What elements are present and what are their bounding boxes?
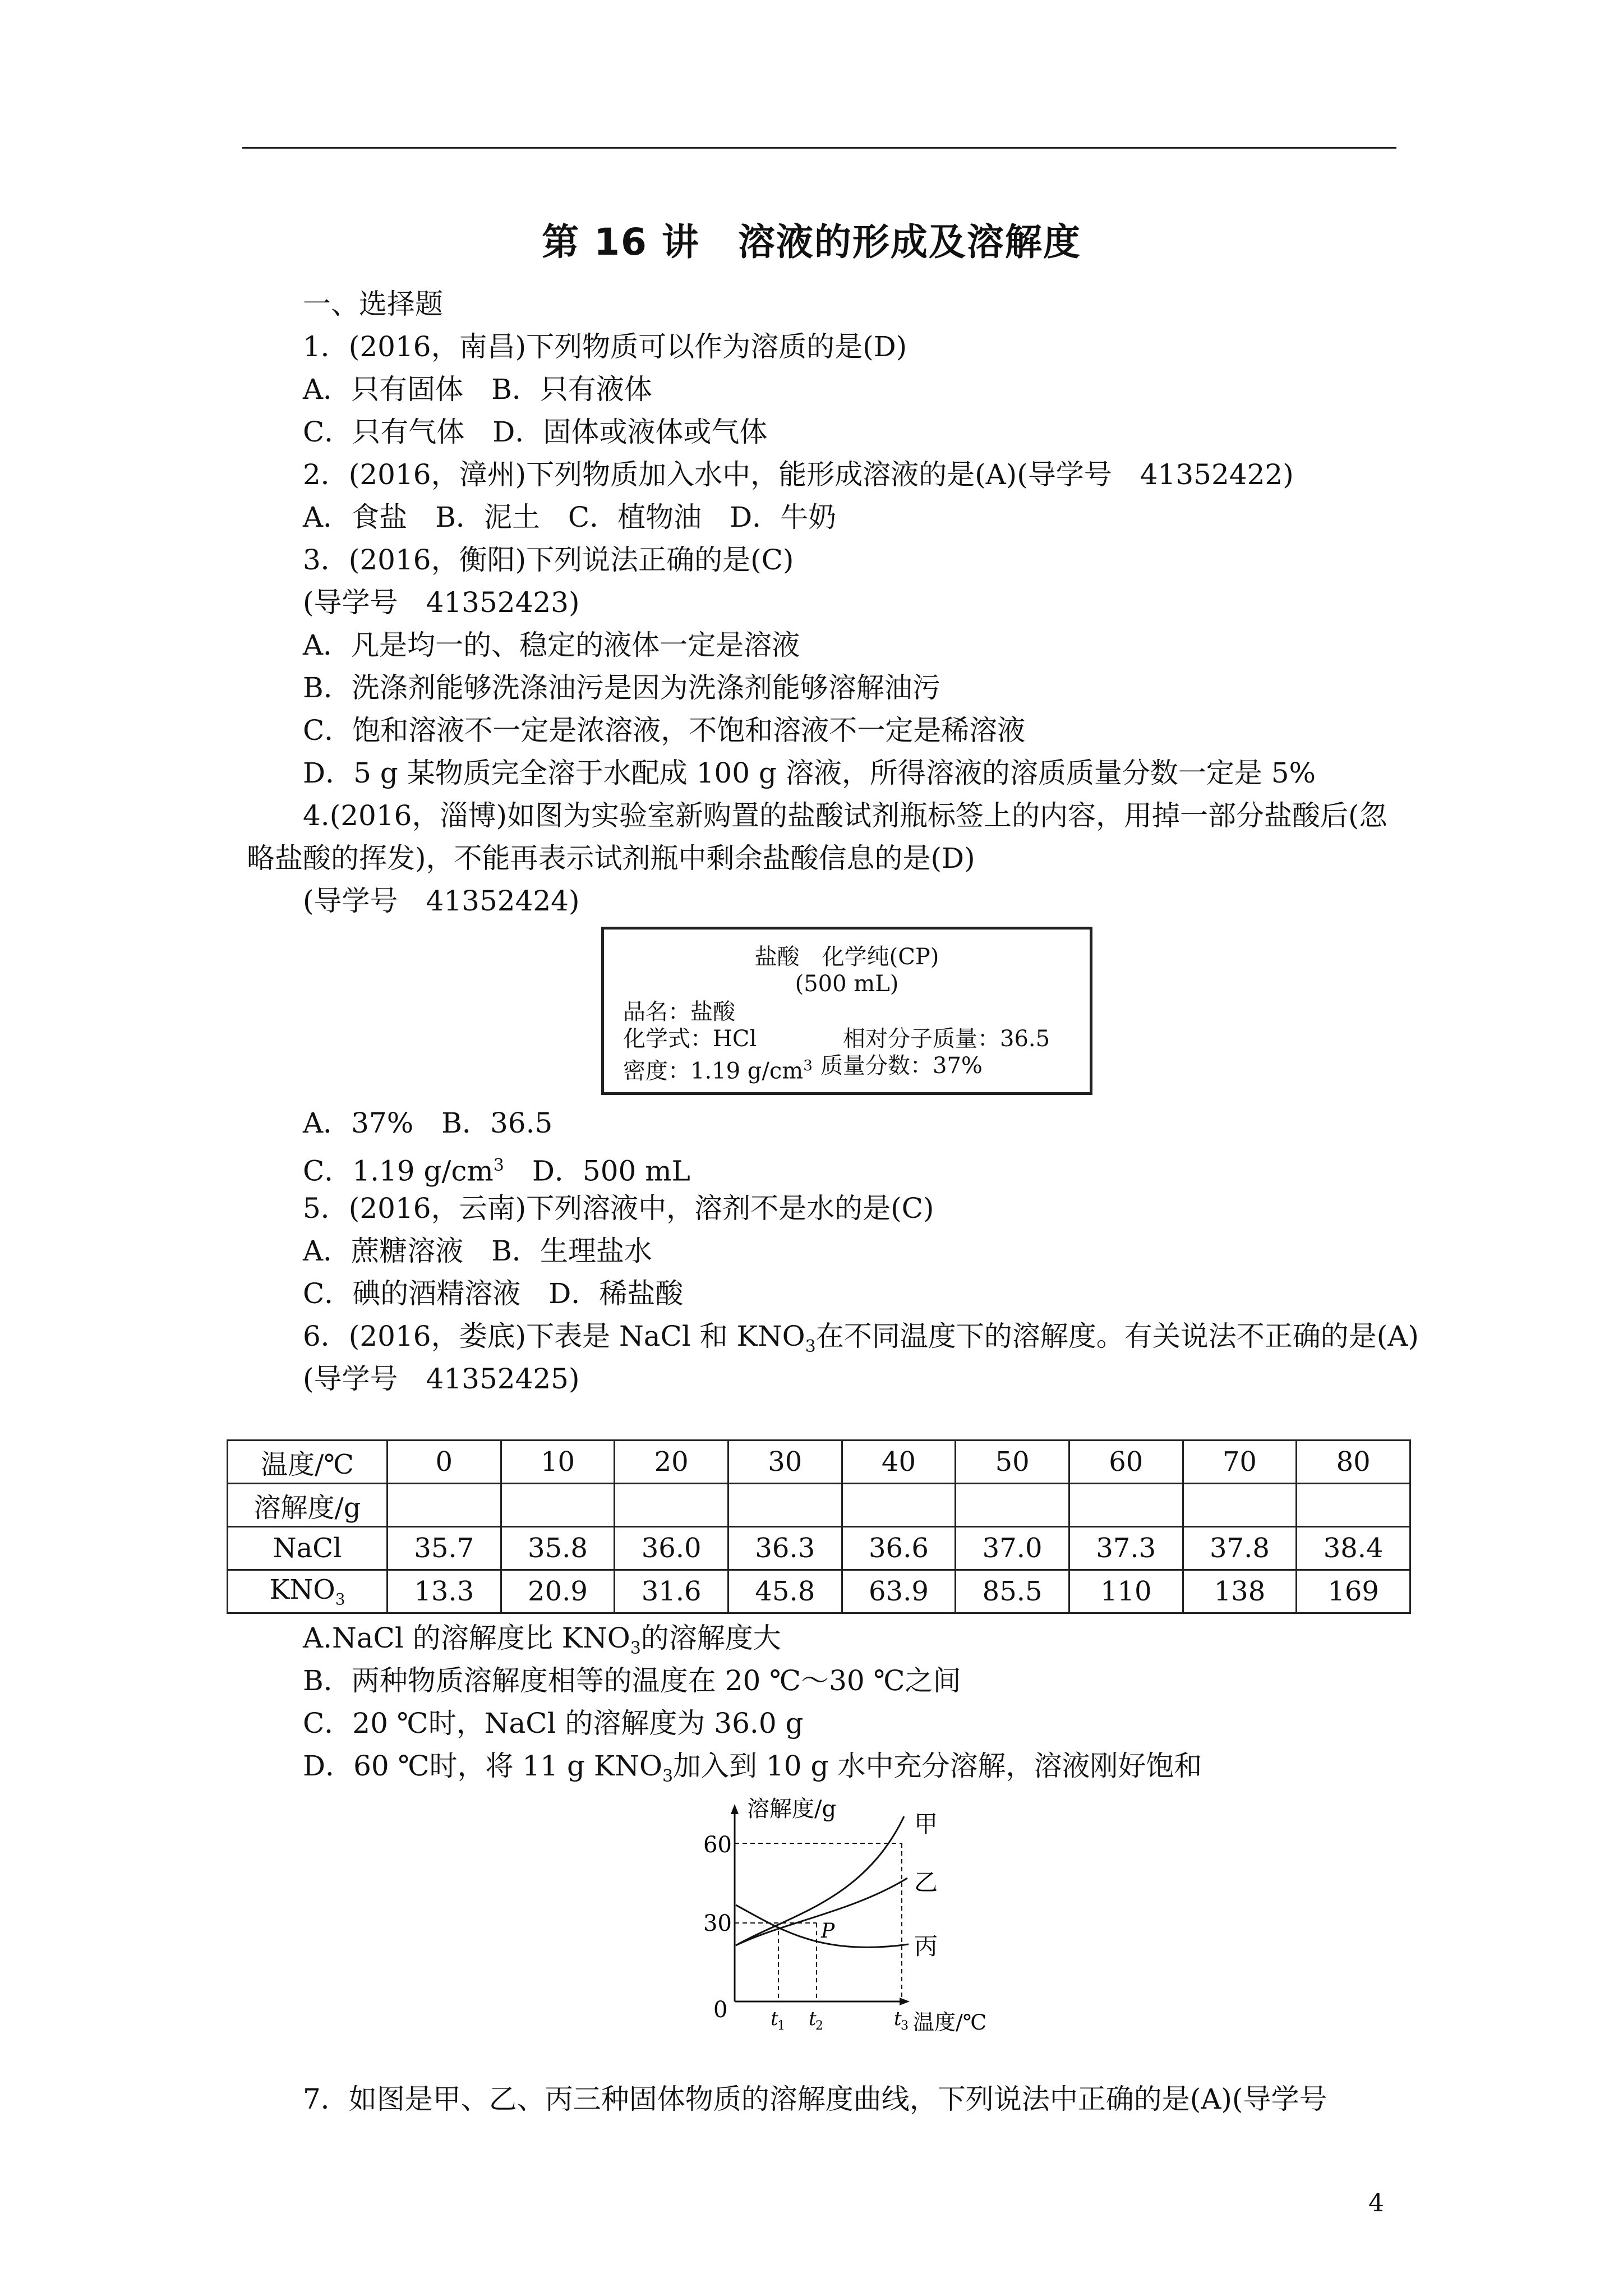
question-6-stem-b: 在不同温度下的溶解度。有关说法不正确的是(A)	[815, 1320, 1419, 1352]
label-line-3: 品名：盐酸	[623, 999, 735, 1025]
q6-a-sub: 3	[630, 1639, 641, 1658]
question-4-option-c-sup: 3	[493, 1156, 504, 1175]
header-rule	[242, 147, 1396, 149]
question-4-stem-line2: 略盐酸的挥发)，不能再表示试剂瓶中剩余盐酸信息的是(D)	[247, 842, 975, 875]
table-cell: 37.8	[1183, 1527, 1297, 1570]
question-6-option-b: B．两种物质溶解度相等的温度在 20 ℃～30 ℃之间	[303, 1664, 961, 1697]
origin-label: 0	[713, 1997, 728, 2023]
question-3-option-b: B．洗涤剂能够洗涤油污是因为洗涤剂能够溶解油污	[303, 671, 940, 704]
table-cell	[501, 1484, 615, 1527]
y-axis-label: 溶解度/g	[747, 1796, 837, 1822]
question-4-option-d: D．500 mL	[504, 1154, 690, 1188]
y-tick-30: 30	[703, 1911, 732, 1936]
series-label-yi: 乙	[914, 1869, 938, 1896]
table-cell-nacl-label: NaCl	[228, 1527, 388, 1570]
question-6-guide-number: (导学号 41352425)	[303, 1363, 580, 1395]
table-cell: 37.3	[1069, 1527, 1183, 1570]
question-6-option-a	[303, 1621, 781, 1665]
x-tick-t1: t	[771, 2008, 778, 2030]
curve-jia	[736, 1816, 904, 1945]
label-density	[623, 1053, 813, 1084]
table-cell: 36.3	[728, 1527, 842, 1570]
question-3-stem: 3．(2016，衡阳)下列说法正确的是(C)	[303, 544, 794, 576]
question-4-option-c: C．1.19 g/cm	[303, 1154, 494, 1188]
table-cell: 31.6	[615, 1570, 728, 1613]
table-cell: 38.4	[1297, 1527, 1410, 1570]
table-cell: 36.6	[842, 1527, 956, 1570]
label-formula: 化学式：HCl	[623, 1026, 757, 1052]
question-6-stem-a: 6．(2016，娄底)下表是 NaCl 和 KNO	[303, 1320, 805, 1352]
table-cell: 35.8	[501, 1527, 615, 1570]
intersection-point-label: P	[821, 1920, 835, 1943]
y-tick-60: 60	[703, 1832, 732, 1858]
label-molar-mass: 相对分子质量：36.5	[843, 1026, 1050, 1052]
question-3-option-c: C．饱和溶液不一定是浓溶液，不饱和溶液不一定是稀溶液	[303, 714, 1026, 747]
question-5-options-ab: A．蔗糖溶液 B．生理盐水	[303, 1235, 652, 1267]
question-2-options: A．食盐 B．泥土 C．植物油 D．牛奶	[303, 501, 837, 533]
table-cell: 40	[842, 1441, 956, 1484]
table-cell-kno3-label	[228, 1570, 388, 1613]
table-cell: 35.7	[388, 1527, 501, 1570]
q6-d-text1: D．60 ℃时，将 11 g KNO	[303, 1750, 662, 1782]
question-1-stem: 1．(2016，南昌)下列物质可以作为溶质的是(D)	[303, 330, 907, 363]
kno3-label-sub: 3	[335, 1590, 345, 1609]
x-tick-t3: t	[894, 2008, 902, 2030]
page-number: 4	[1368, 2189, 1384, 2217]
table-cell: 60	[1069, 1441, 1183, 1484]
section-heading: 一、选择题	[303, 288, 443, 320]
x-axis-label: 温度/℃	[913, 2010, 987, 2035]
table-cell	[1183, 1484, 1297, 1527]
q6-a-text2: 的溶解度大	[640, 1622, 781, 1654]
table-row	[228, 1484, 1410, 1527]
table-row	[228, 1570, 1410, 1613]
x-tick-t3-sub: 3	[901, 2019, 909, 2033]
table-cell: 45.8	[728, 1570, 842, 1613]
table-cell: 85.5	[956, 1570, 1069, 1613]
q6-d-sub: 3	[662, 1766, 674, 1786]
question-4-options-cd	[303, 1149, 690, 1188]
series-label-bing: 丙	[914, 1932, 938, 1960]
x-axis-arrow	[900, 1998, 910, 2005]
label-density-text: 密度：1.19 g/cm	[623, 1058, 804, 1084]
q6-d-text2: 加入到 10 g 水中充分溶解，溶液刚好饱和	[673, 1750, 1202, 1782]
question-5-stem: 5．(2016，云南)下列溶液中，溶剂不是水的是(C)	[303, 1192, 934, 1225]
label-line-2: (500 mL)	[795, 971, 899, 997]
question-4-guide-number: (导学号 41352424)	[303, 885, 580, 917]
table-cell: 50	[956, 1441, 1069, 1484]
question-2-stem: 2．(2016，漳州)下列物质加入水中，能形成溶液的是(A)(导学号 41352422)	[303, 458, 1294, 491]
solubility-table	[227, 1439, 1411, 1614]
label-density-sup: 3	[803, 1057, 813, 1074]
label-mass-fraction: 质量分数：37%	[820, 1053, 983, 1079]
kno3-label-text: KNO	[269, 1574, 335, 1606]
question-1-options-ab: A．只有固体 B．只有液体	[303, 373, 652, 406]
table-cell	[842, 1484, 956, 1527]
table-cell-temp-label: 温度/℃	[228, 1441, 388, 1484]
x-tick-t2-sub: 2	[815, 2019, 823, 2033]
question-3-guide-number: (导学号 41352423)	[303, 586, 580, 619]
reagent-label-box	[601, 927, 1092, 1095]
table-cell: 63.9	[842, 1570, 956, 1613]
question-6-option-c: C．20 ℃时，NaCl 的溶解度为 36.0 g	[303, 1707, 804, 1740]
question-4-stem-line1: 4.(2016，淄博)如图为实验室新购置的盐酸试剂瓶标签上的内容，用掉一部分盐酸后(忽	[303, 799, 1387, 832]
table-cell: 13.3	[388, 1570, 501, 1613]
table-cell: 138	[1183, 1570, 1297, 1613]
table-cell	[388, 1484, 501, 1527]
y-axis-arrow	[731, 1804, 739, 1814]
table-cell: 0	[388, 1441, 501, 1484]
x-tick-t1-sub: 1	[777, 2019, 785, 2033]
table-cell	[728, 1484, 842, 1527]
series-label-jia: 甲	[914, 1810, 938, 1838]
table-cell: 37.0	[956, 1527, 1069, 1570]
x-tick-t2: t	[809, 2008, 817, 2030]
label-line-1: 盐酸 化学纯(CP)	[754, 944, 939, 970]
solubility-curve-chart	[684, 1794, 987, 2041]
table-cell	[956, 1484, 1069, 1527]
question-4-options-ab: A．37% B．36.5	[303, 1107, 553, 1139]
table-cell: 20	[615, 1441, 728, 1484]
table-cell	[1069, 1484, 1183, 1527]
page-title: 第 16 讲 溶液的形成及溶解度	[542, 220, 1081, 264]
table-cell: 10	[501, 1441, 615, 1484]
table-row	[228, 1441, 1410, 1484]
table-cell: 110	[1069, 1570, 1183, 1613]
question-6-stem-sub: 3	[805, 1337, 816, 1356]
question-3-option-a: A．凡是均一的、稳定的液体一定是溶液	[303, 629, 800, 661]
table-row	[228, 1527, 1410, 1570]
table-cell-sol-label: 溶解度/g	[228, 1484, 388, 1527]
question-3-option-d: D．5 g 某物质完全溶于水配成 100 g 溶液，所得溶液的溶质质量分数一定是 5%	[303, 757, 1316, 789]
table-cell: 169	[1297, 1570, 1410, 1613]
table-cell: 36.0	[615, 1527, 728, 1570]
question-1-options-cd: C．只有气体 D．固体或液体或气体	[303, 416, 768, 448]
table-cell: 70	[1183, 1441, 1297, 1484]
table-cell: 30	[728, 1441, 842, 1484]
question-6-stem	[303, 1319, 1419, 1364]
q6-a-text1: A.NaCl 的溶解度比 KNO	[303, 1622, 630, 1654]
table-cell	[615, 1484, 728, 1527]
table-cell	[1297, 1484, 1410, 1527]
question-7-stem: 7．如图是甲、乙、丙三种固体物质的溶解度曲线，下列说法中正确的是(A)(导学号	[303, 2083, 1327, 2115]
question-6-option-d	[303, 1749, 1202, 1793]
table-cell: 20.9	[501, 1570, 615, 1613]
table-cell: 80	[1297, 1441, 1410, 1484]
question-5-options-cd: C．碘的酒精溶液 D．稀盐酸	[303, 1277, 684, 1310]
